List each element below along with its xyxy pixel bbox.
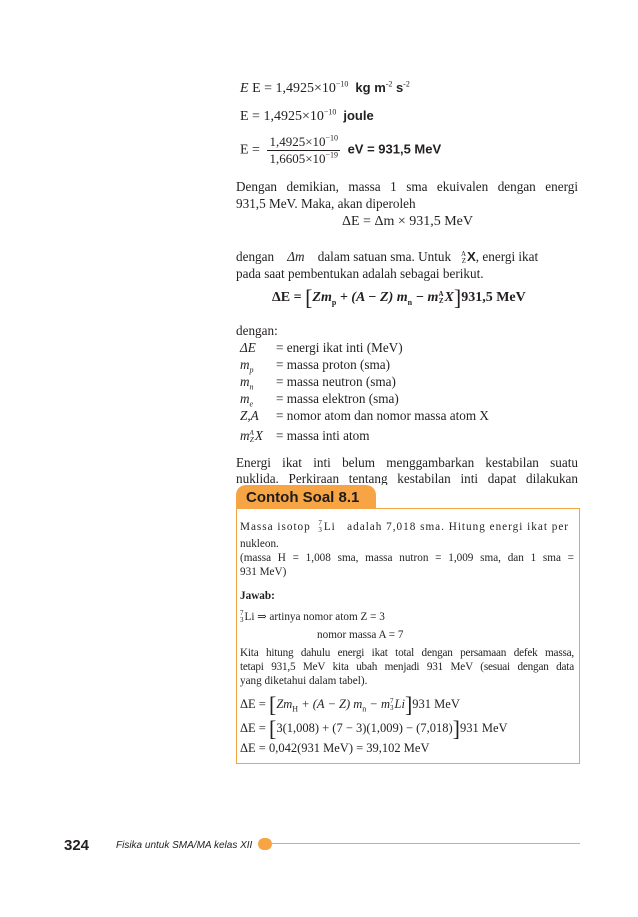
def-sym: m [240, 391, 250, 406]
def-desc: = massa proton (sma) [276, 357, 391, 372]
calc1-iso-z: 3 [390, 704, 394, 712]
p2-delta-m: Δm [287, 249, 305, 264]
calc1-rhs: 931 MeV [412, 697, 460, 711]
eq1-value: E = 1,4925×10 [252, 81, 336, 96]
paragraph-2-line-2: pada saat pembentukan adalah sebagai berikut. [236, 266, 484, 281]
definition-row-mass-nucleus [240, 427, 489, 444]
implies-arrow-icon: ⇒ [257, 611, 267, 623]
binding-minus: − m [412, 290, 439, 305]
eq1-unit-exp2: -2 [403, 79, 410, 89]
calc1-close-bracket: ] [404, 692, 413, 717]
example-question-line-3: (massa H = 1,008 sma, massa nutron = 1,009 sma, dan 1 sma = [240, 552, 574, 564]
paragraph-2-line-1 [236, 248, 578, 265]
eq1-exponent: −10 [335, 79, 349, 89]
footer-accent-tab [258, 838, 272, 850]
q-rest: adalah 7,018 sma. Hitung energi ikat per [347, 521, 570, 533]
eq3-numerator: 1,4925×10 [269, 134, 326, 149]
paragraph-1-line-2: 931,5 MeV. Maka, akan diperoleh [236, 196, 416, 211]
binding-plus: + (A − Z) m [336, 290, 408, 305]
eq3-fraction [267, 134, 340, 167]
calc-line-3: ΔE = 0,042(931 MeV) = 39,102 MeV [240, 741, 430, 755]
definitions-intro: dengan: [236, 323, 278, 338]
definition-row-za [240, 407, 489, 424]
calc2-open-bracket: [ [268, 716, 277, 741]
equation-delta-e [342, 214, 473, 230]
ans-iso-el: Li [244, 611, 255, 623]
def-sym: Z,A [240, 408, 259, 423]
binding-rhs: 931,5 MeV [461, 290, 526, 305]
calc-line-2 [240, 716, 508, 742]
calc2-mid: 3(1,008) + (7 − 3)(1,009) − (7,018) [276, 721, 453, 735]
def-sub: e [249, 399, 254, 409]
example-question-line-2: nukleon. [240, 538, 279, 550]
explanation-line-2: tetapi 931,5 MeV kita ubah menjadi 931 MeV (sesuai dengan data [240, 661, 574, 673]
definitions-list [240, 339, 489, 444]
example-question-line-4: 931 MeV) [240, 566, 287, 578]
def-desc: = massa inti atom [276, 428, 370, 443]
equation-energy-joule [240, 108, 374, 125]
calc1-open-bracket: [ [268, 692, 277, 717]
explanation-line-3: yang diketahui dalam tabel). [240, 675, 368, 687]
equation-binding-energy [272, 285, 526, 311]
definition-row-mp [240, 356, 489, 373]
calc-line-1 [240, 692, 460, 718]
def-desc: = nomor atom dan nomor massa atom X [276, 408, 489, 423]
def-sub: p [249, 365, 254, 375]
binding-iso-a: A [438, 290, 444, 298]
p2-iso-x: X [467, 249, 476, 264]
eq3-numerator-exp: −10 [325, 133, 339, 143]
eq1-unit: kg m [355, 80, 386, 95]
calc1-lhs: ΔE = [240, 697, 266, 711]
binding-sub-n: n [407, 297, 413, 307]
binding-lhs: ΔE = [272, 290, 302, 305]
ans-iso-prefix [240, 610, 244, 624]
calc2-close-bracket: ] [452, 716, 460, 741]
page-number: 324 [64, 837, 90, 854]
p2-iso-a: A [460, 250, 466, 258]
paragraph-1-line-1: Dengan demikian, massa 1 sma ekuivalen dengan energi [236, 179, 578, 194]
paragraph-3-line-1: Energi ikat inti belum menggambarkan kestabilan suatu [236, 455, 578, 470]
example-tab: Contoh Soal 8.1 [236, 485, 376, 509]
q-iso-el: Li [323, 521, 336, 533]
calc1-zm: Zm [276, 697, 293, 711]
explanation-line-1: Kita hitung dahulu energi ikat total dengan persamaan defek massa, [240, 647, 574, 659]
eq2-unit: joule [343, 108, 374, 123]
def-sub: n [249, 382, 254, 392]
equation-energy-mev [240, 134, 441, 167]
ans-nomor-atom: artinya nomor atom Z = 3 [269, 611, 385, 623]
eq1-unit2: s [395, 80, 404, 95]
answer-label: Jawab: [240, 590, 275, 602]
def-iso-x: X [254, 428, 263, 443]
calc1-sub-n: n [362, 704, 367, 714]
calc1-iso-prefix [390, 698, 394, 712]
eq2-exponent: −10 [323, 107, 337, 117]
p2-text: dalam satuan sma. Untuk [317, 249, 452, 264]
definition-row-mn [240, 373, 489, 390]
ans-iso-a: 7 [240, 609, 244, 617]
binding-zm: Zm [312, 290, 332, 305]
q-iso-prefix [318, 520, 323, 534]
eq1-unit-exp1: -2 [385, 79, 393, 89]
book-title: Fisika untuk SMA/MA kelas XII [116, 840, 253, 851]
eq3-denominator-exp: −19 [325, 150, 339, 160]
def-sym: m [240, 357, 250, 372]
def-sym: m [240, 374, 250, 389]
calc2-rhs: 931 MeV [459, 721, 508, 735]
eq3-denominator: 1,6605×10 [269, 151, 326, 166]
calc2-lhs: ΔE = [240, 721, 266, 735]
paragraph-3-line-2: nuklida. Perkiraan tentang kestabilan inti dapat dilakukan [236, 471, 578, 485]
eq-delta-text: ΔE = Δm × 931,5 MeV [342, 214, 474, 229]
p2-iso-z: Z [461, 257, 466, 265]
def-sym: m [240, 428, 250, 443]
calc1-minus: − m [366, 697, 391, 711]
definition-row-delta-e [240, 339, 489, 356]
binding-open-bracket: [ [305, 285, 313, 310]
eq3-rhs: eV = 931,5 MeV [347, 141, 442, 157]
binding-iso-z: Z [438, 297, 444, 305]
p2-energi-ikat: , energi ikat [475, 249, 539, 264]
def-sym: ΔE [240, 340, 256, 355]
eq2-value: E = 1,4925×10 [240, 109, 324, 124]
q-iso-z: 3 [318, 526, 323, 534]
q-iso-a: 7 [318, 519, 323, 527]
answer-line-2: nomor massa A = 7 [317, 629, 404, 641]
calc1-sub-h: H [292, 704, 299, 714]
p2-isotope-prefix [461, 251, 466, 265]
binding-iso-x: X [444, 290, 454, 305]
calc1-iso-el: Li [394, 697, 405, 711]
binding-close-bracket: ] [453, 285, 462, 310]
eq3-lhs: E = [240, 142, 260, 158]
p2-dengan: dengan [236, 249, 275, 264]
def-desc: = massa elektron (sma) [276, 391, 399, 406]
def-desc: = massa neutron (sma) [276, 374, 396, 389]
equation-energy-kg: E $E = 1,4925\times 10^{-10}$ kg $m^{-2}$ $s^{-2}$ [240, 79, 410, 96]
calc1-iso-a: 7 [390, 697, 394, 705]
example-question-line-1 [240, 520, 574, 535]
def-desc: = energi ikat inti (MeV) [276, 340, 403, 355]
calc1-plus: + (A − Z) m [298, 697, 363, 711]
answer-line-1 [240, 610, 385, 625]
footer-rule [272, 843, 580, 844]
def-iso-z: Z [249, 436, 254, 444]
def-iso-prefix [250, 430, 254, 444]
definition-row-me [240, 390, 489, 407]
binding-sub-p: p [331, 297, 337, 307]
ans-iso-z: 3 [240, 616, 244, 624]
def-iso-a: A [249, 429, 254, 437]
q-massa-isotop: Massa isotop [240, 521, 311, 533]
binding-iso-prefix [438, 291, 443, 305]
